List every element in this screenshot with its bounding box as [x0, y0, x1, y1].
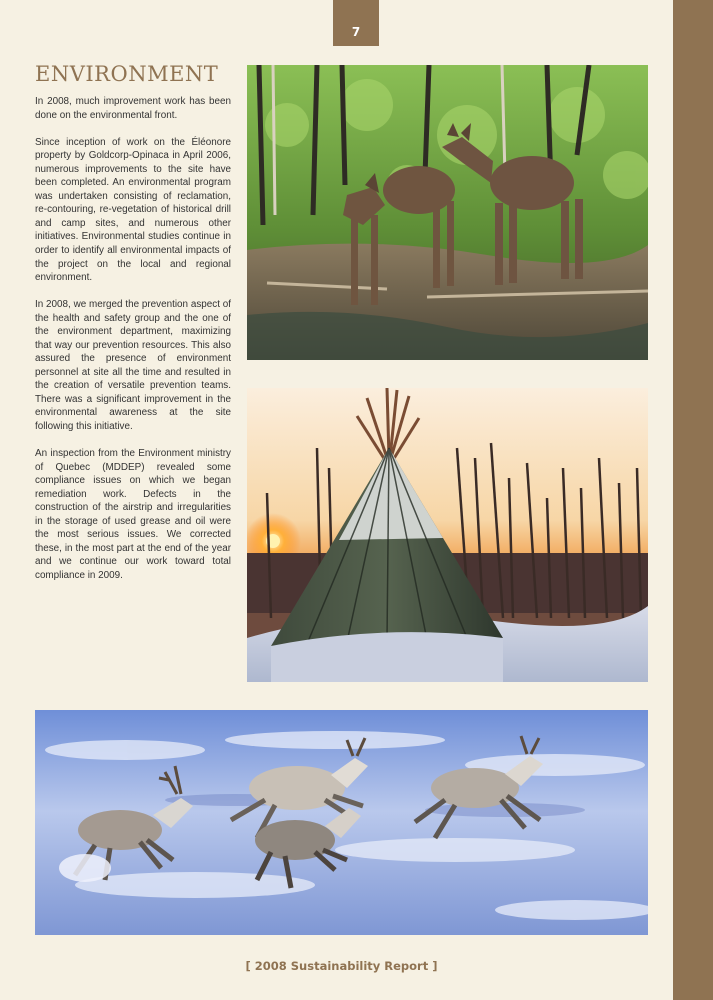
body-text-column [35, 95, 231, 596]
section-title: ENVIRONMENT [35, 62, 219, 86]
caribou-photo [35, 710, 648, 935]
moose-photo [247, 65, 648, 360]
paragraph-inspection: An inspection from the Environment ministry of Quebec (MDDEP) revealed some compliance issues on which we began remediation work. Defects in the construction of the airstrip and irregularities in the storage of used grease and oil were the most serious issues. We corrected these, in the most part at the end of the year and we continue our work toward total compliance in 2009. [35, 448, 231, 581]
paragraph-prevention: In 2008, we merged the prevention aspect of the health and safety group and the one of the environment department, maximizing that way our prevention resources. This also assured the presence of environment personnel at site all the time and resulted in the creation of versatile prevention teams. There was a significant improvement in the environmental awareness at the site following this initiative. [35, 299, 231, 433]
paragraph-intro: In 2008, much improvement work has been done on the environmental front. [35, 96, 231, 121]
side-color-bar [673, 0, 713, 1000]
report-footer: [ 2008 Sustainability Report ] [245, 959, 438, 973]
paragraph-eleonore: Since inception of work on the Éléonore property by Goldcorp-Opinaca in April 2006, numerous improvements to the site have been completed. An environmental program was undertaken consisting of reclamation, re-contouring, re-vegetation of historical drill and camp sites, and numerous other initiatives. Environmental studies continue in order to identify all environmental impacts of the project on the local and regional environment. [35, 136, 231, 284]
page-number-tab: 7 [333, 0, 379, 46]
tipi-photo [247, 388, 648, 682]
